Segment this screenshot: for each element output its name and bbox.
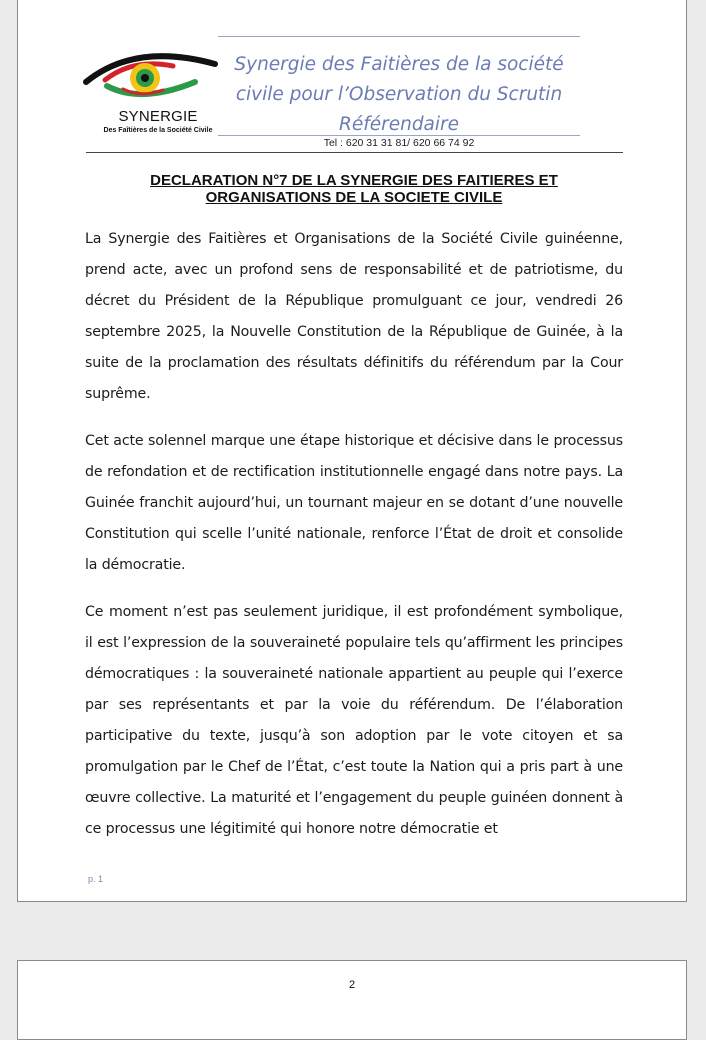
organization-title-line: civile pour l’Observation du Scrutin xyxy=(235,84,563,105)
declaration-title xyxy=(88,172,620,206)
logo-wordmark: SYNERGIE xyxy=(118,108,198,125)
header-separator xyxy=(86,152,623,153)
header-top-rule xyxy=(218,36,580,37)
document-page-2 xyxy=(17,960,687,1040)
declaration-title-line: DECLARATION N°7 DE LA SYNERGIE DES FAITIERES ET xyxy=(150,172,558,189)
eye-emblem-icon xyxy=(83,46,218,110)
declaration-title-line: ORGANISATIONS DE LA SOCIETE CIVILE xyxy=(205,189,503,206)
paragraph: Ce moment n’est pas seulement juridique, il est profondément symbolique, il est l’expression de la souveraineté populaire tels qu’affirment les principes démocratiques : la souveraineté nationale appartient au peuple qui l’exerce par ses représentants et par la voie du référendum. De l’élaboration participative du texte, jusqu’à son adoption par le vote citoyen et sa promulgation par le Chef de l’État, c’est toute la Nation qui a pris part à une œuvre collective. La maturité et l’engagement du peuple guinéen donnent à ce processus une légitimité qui honore notre démocratie et xyxy=(85,604,623,837)
logo-subtitle: Des Faîtières de la Société Civile xyxy=(103,127,213,134)
organization-title-line: Synergie des Faitières de la société xyxy=(234,54,564,75)
declaration-body xyxy=(85,224,623,861)
header-bottom-rule xyxy=(218,135,580,136)
organization-title-line: Référendaire xyxy=(338,114,460,135)
telephone-line: Tel : 620 31 31 81/ 620 66 74 92 xyxy=(323,137,475,149)
organization-title xyxy=(218,50,580,140)
page-number: 2 xyxy=(348,979,356,991)
paragraph: La Synergie des Faitières et Organisations de la Société Civile guinéenne, prend acte, avec un profond sens de responsabilité et de patriotisme, du décret du Président de la République promulguant ce jour, vendredi 26 septembre 2025, la Nouvelle Constitution de la République de Guinée, à la suite de la proclamation des résultats définitifs du référendum par la Cour suprême. xyxy=(85,231,623,402)
paragraph: Cet acte solennel marque une étape historique et décisive dans le processus de refondation et de rectification institutionnelle engagé dans notre pays. La Guinée franchit aujourd’hui, un tournant majeur en se dotant d’une nouvelle Constitution qui scelle l’unité nationale, renforce l’État de droit et consolide la démocratie. xyxy=(85,433,623,573)
page-footer-label: p. 1 xyxy=(88,874,104,884)
synergie-logo xyxy=(83,46,218,136)
